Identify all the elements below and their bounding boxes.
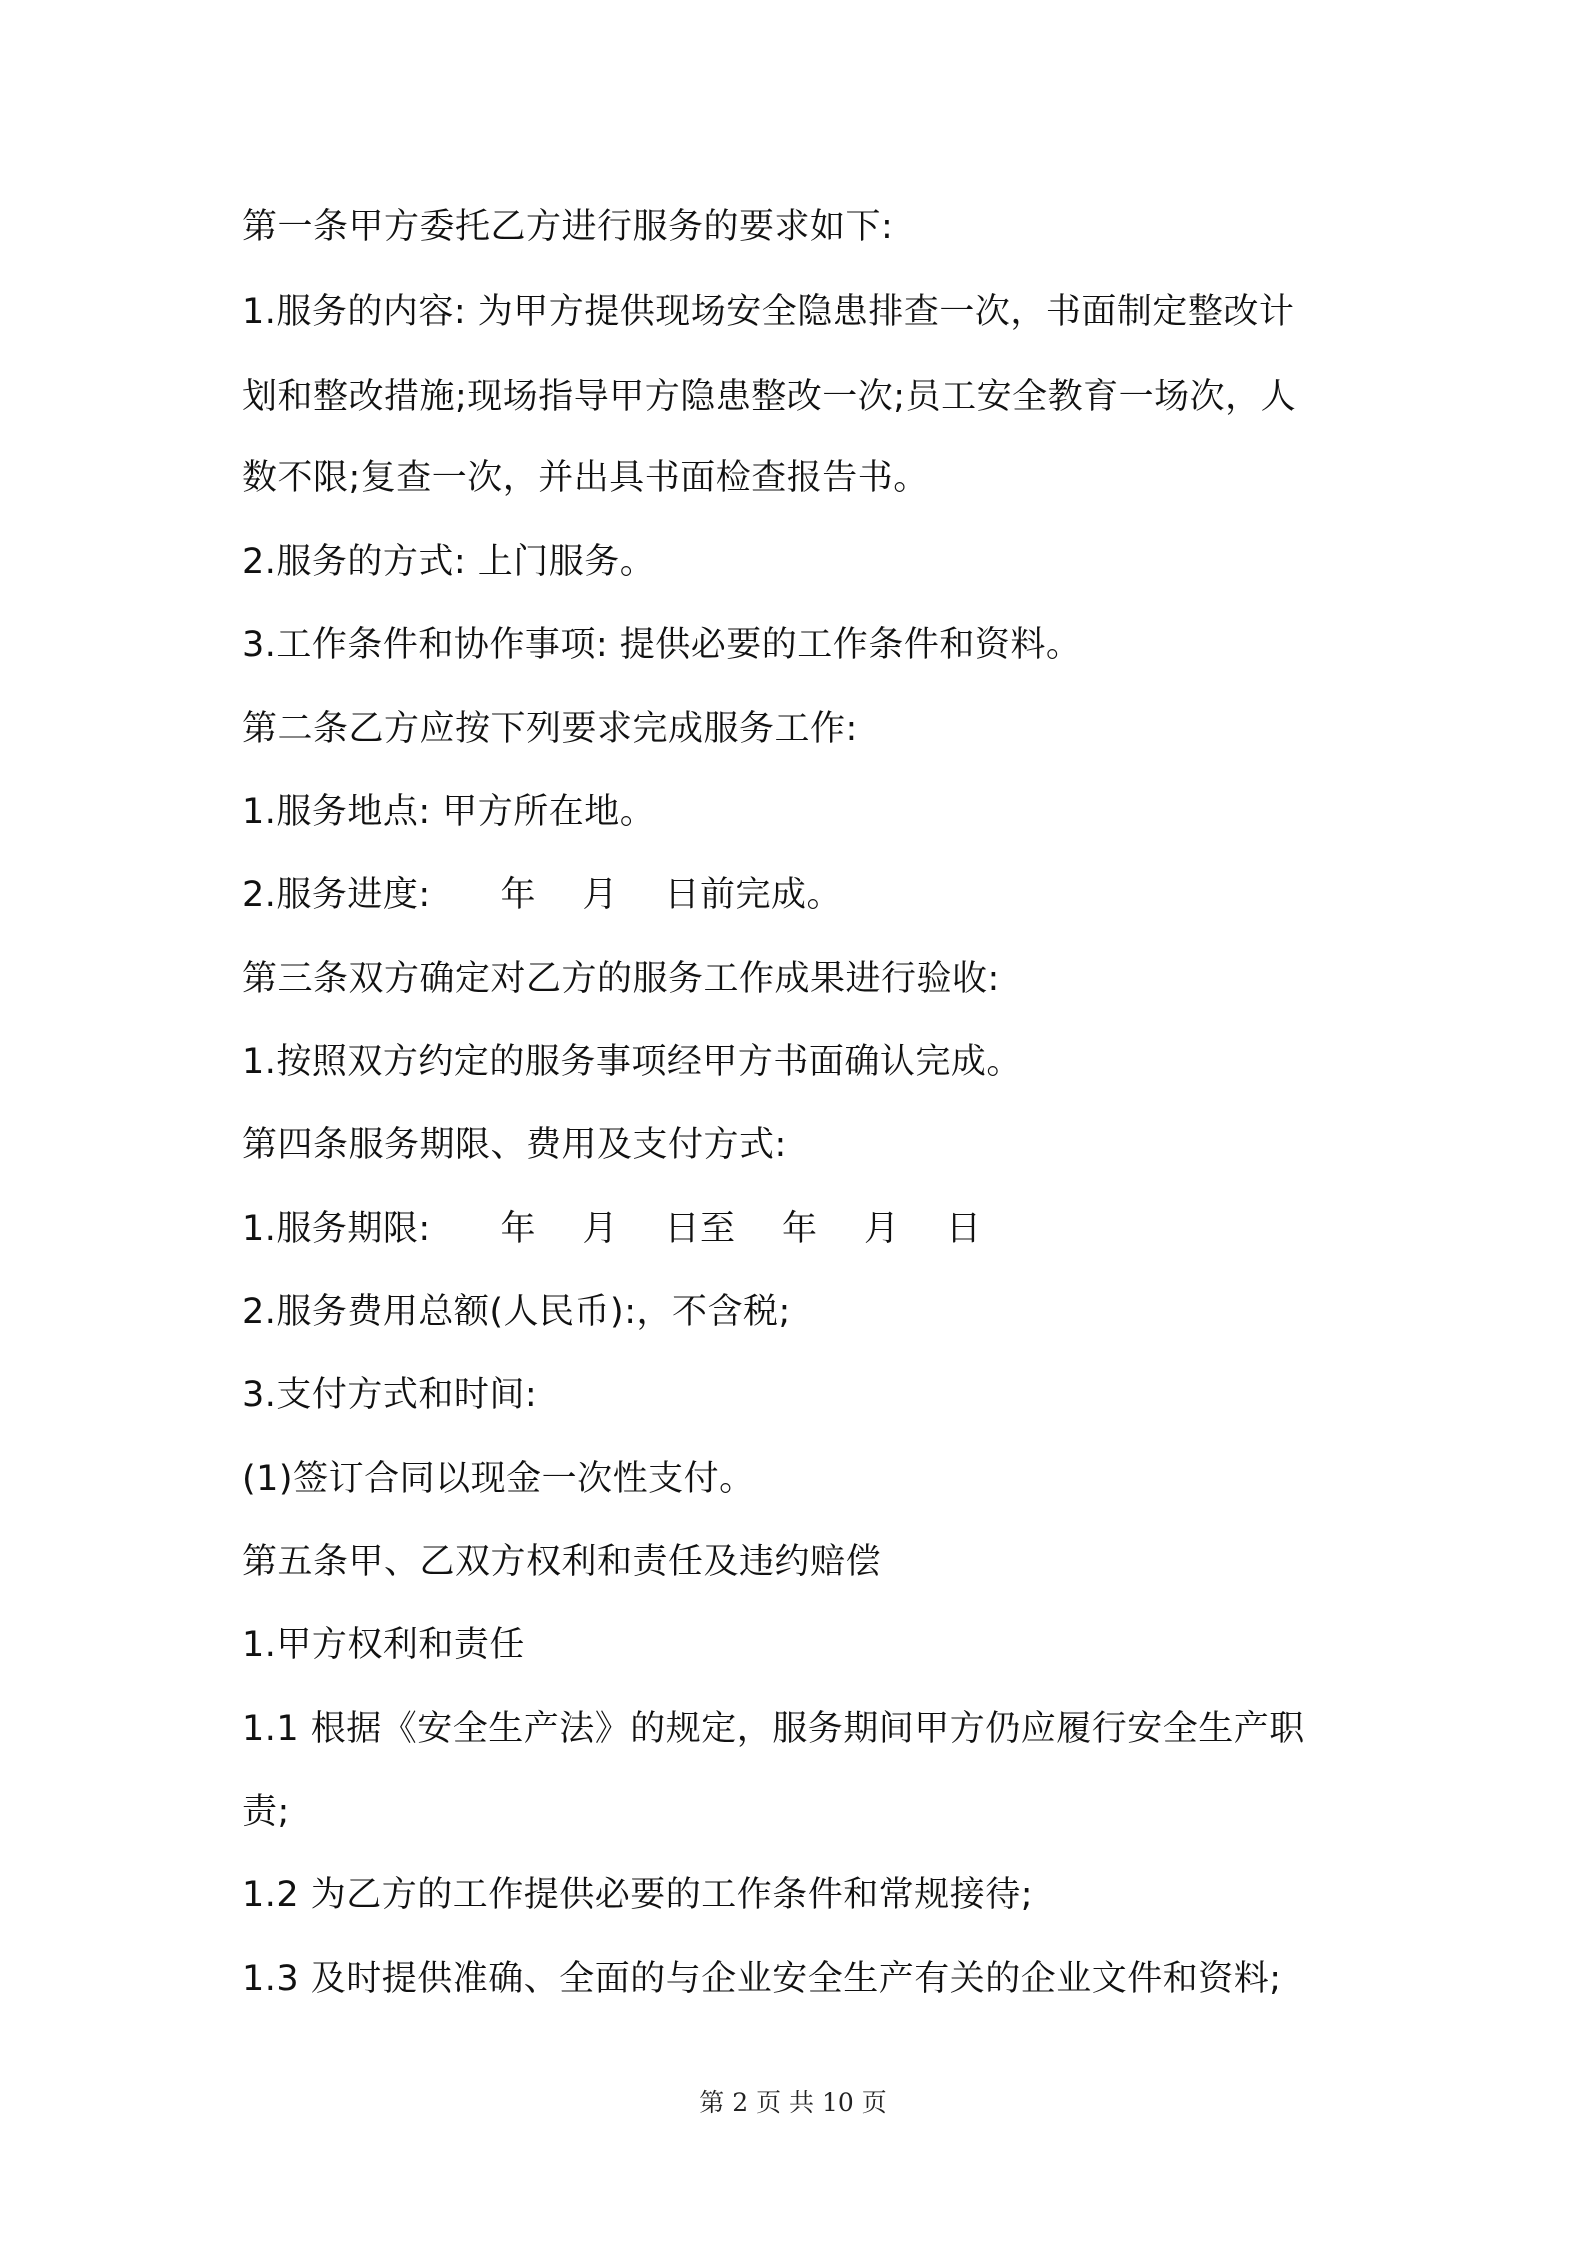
text-line: 1.2 为乙方的工作提供必要的工作条件和常规接待; bbox=[242, 1875, 1034, 1915]
text-line: 1.甲方权利和责任 bbox=[242, 1625, 525, 1665]
text-line: 第一条甲方委托乙方进行服务的要求如下: bbox=[242, 207, 894, 247]
text-line: 第五条甲、乙双方权利和责任及违约赔偿 bbox=[242, 1542, 882, 1582]
text-line: 划和整改措施;现场指导甲方隐患整改一次;员工安全教育一场次，人 bbox=[242, 377, 1297, 417]
text-line: 1.服务的内容: 为甲方提供现场安全隐患排查一次，书面制定整改计 bbox=[242, 292, 1295, 332]
text-line: (1)签订合同以现金一次性支付。 bbox=[242, 1459, 755, 1499]
text-line: 2.服务费用总额(人民币):，不含税; bbox=[242, 1292, 791, 1332]
page-number-footer: 第 2 页 共 10 页 bbox=[699, 2088, 887, 2117]
text-line: 1.服务期限: 年 月 日至 年 月 日 bbox=[242, 1209, 982, 1249]
text-line: 1.按照双方约定的服务事项经甲方书面确认完成。 bbox=[242, 1042, 1022, 1082]
text-line: 2.服务进度: 年 月 日前完成。 bbox=[242, 875, 842, 915]
text-line: 第三条双方确定对乙方的服务工作成果进行验收: bbox=[242, 959, 1000, 999]
text-line: 2.服务的方式: 上门服务。 bbox=[242, 542, 656, 582]
text-line: 第二条乙方应按下列要求完成服务工作: bbox=[242, 709, 858, 749]
text-line: 3.支付方式和时间: bbox=[242, 1375, 538, 1415]
text-line: 1.3 及时提供准确、全面的与企业安全生产有关的企业文件和资料; bbox=[242, 1959, 1282, 1999]
text-line: 第四条服务期限、费用及支付方式: bbox=[242, 1125, 787, 1165]
text-line: 数不限;复查一次，并出具书面检查报告书。 bbox=[242, 458, 929, 498]
text-line: 责; bbox=[242, 1792, 290, 1832]
text-line: 1.1 根据《安全生产法》的规定，服务期间甲方仍应履行安全生产职 bbox=[242, 1709, 1305, 1749]
text-line: 1.服务地点: 甲方所在地。 bbox=[242, 792, 656, 832]
text-line: 3.工作条件和协作事项: 提供必要的工作条件和资料。 bbox=[242, 625, 1082, 665]
